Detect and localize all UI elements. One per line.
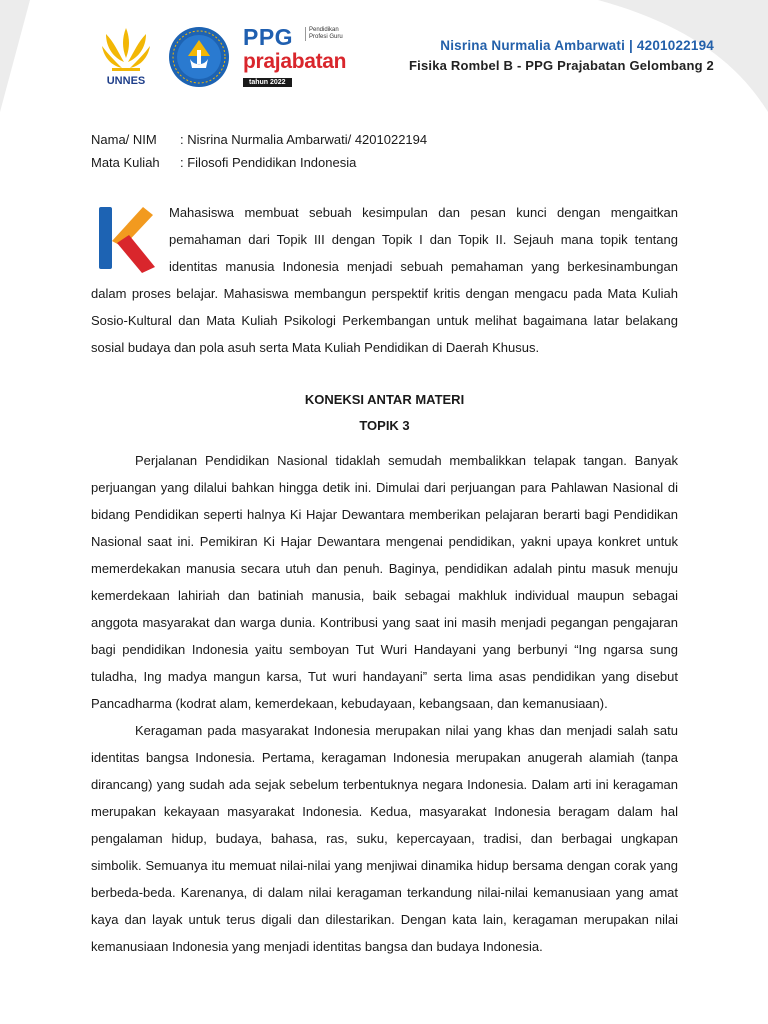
paragraph-1: Perjalanan Pendidikan Nasional tidaklah semudah membalikkan telapak tangan. Banyak perjuangan yang dilalui bahkan hingga detik ini. Dimulai dari perjuangan para Pahlawan Nasional di bidang Pendidikan seperti halnya Ki Hajar Dewantara memberikan pelajaran berarti bagi Pendidikan Nasional saat ini. Pemikiran Ki Hajar Dewantara mengenai pendidikan, yakni upaya konkret untuk memerdekakan manusia secara utuh dan penuh. Baginya, pendidikan adalah pintu masuk menuju kemerdekaan lahiriah dan batiniah manusia, baik sebagai makhluk individual maupun sebagai anggota masyarakat dan warga dunia. Kontribusi yang saat ini masih menjadi pegangan pengajaran bagi pendidikan Indonesia yaitu semboyan Tut Wuri Handayani yang berbunyi “Ing ngarsa sung tuladha, Ing madya mangun karsa, Tut wuri handayani” serta lima asas pendidikan yang disebut Pancadharma (kodrat alam, kemerdekaan, kebudayaan, kebangsaan, dan kemanusiaan). xyxy=(91,453,678,711)
course-value: : Filosofi Pendidikan Indonesia xyxy=(180,155,357,170)
author-class-line: Fisika Rombel B - PPG Prajabatan Gelombang 2 xyxy=(409,58,714,73)
header-decoration-right xyxy=(598,0,768,112)
section-subtitle: TOPIK 3 xyxy=(359,418,410,433)
ppg-logo-prajabatan: prajabatan xyxy=(243,50,347,73)
k-letter-logo xyxy=(95,201,157,276)
paragraph-2: Keragaman pada masyarakat Indonesia merupakan nilai yang khas dan menjadi salah satu identitas bangsa Indonesia. Pertama, keragaman Indonesia merupakan anugerah alamiah (tanpa dirancang) yang sudah ada sejak sebelum terbentuknya negara Indonesia. Dalam arti ini keragaman merupakan kekayaan masyarakat Indonesia. Kedua, masyarakat Indonesia beragam dalam hal pengalaman hidup, budaya, bahasa, ras, suku, kepercayaan, tradisi, dan berbagai ungkapan simbolik. Semuanya itu memuat nilai-nilai yang menjiwai dinamika hidup bersama dengan corak yang berbeda-beda. Karenanya, di dalam nilai keragaman terkandung nilai-nilai kemanusiaan yang amat kaya dan layak untuk terus digali dan dilestarikan. Dengan kata lain, keragaman merupakan nilai kemanusiaan Indonesia yang menjadi identitas bangsa dan budaya Indonesia. xyxy=(91,723,678,954)
name-label: Nama/ NIM xyxy=(91,132,157,147)
ppg-logo-text: PPG xyxy=(243,24,294,50)
svg-text:K: K xyxy=(125,275,127,276)
document-body xyxy=(91,128,678,960)
ppg-logo-year: tahun 2022 xyxy=(243,78,292,87)
name-value: : Nisrina Nurmalia Ambarwati/ 4201022194 xyxy=(180,132,428,147)
page-header xyxy=(0,0,768,112)
author-name-line: Nisrina Nurmalia Ambarwati | 4201022194 xyxy=(440,38,714,53)
task-instructions xyxy=(91,199,678,361)
name-row xyxy=(91,128,678,151)
ppg-logo-subtext: Pendidikan Profesi Guru xyxy=(305,27,345,41)
ppg-prajabatan-logo xyxy=(243,24,347,90)
task-text: Mahasiswa membuat sebuah kesimpulan dan pesan kunci dengan mengaitkan pemahaman dari Topik III dengan Topik I dan Topik II. Sejauh mana topik tentang identitas manusia Indonesia menjadi sebuah pemahaman yang berkesinambungan dalam proses belajar. Mahasiswa membangun perspektif kritis dengan mengacu pada Mata Kuliah Sosio-Kultural dan Mata Kuliah Psikologi Perkembangan untuk melihat bagaimana latar belakang sosial budaya dan pola asuh serta Mata Kuliah Pendidikan di Daerah Khusus. xyxy=(91,205,678,355)
tut-wuri-handayani-logo xyxy=(168,26,230,88)
section-title: KONEKSI ANTAR MATERI xyxy=(304,392,465,407)
unnes-logo-text: UNNES xyxy=(106,75,146,87)
course-row xyxy=(91,151,678,174)
header-decoration-left xyxy=(0,0,30,112)
course-label: Mata Kuliah xyxy=(91,155,160,170)
unnes-logo xyxy=(100,24,152,90)
